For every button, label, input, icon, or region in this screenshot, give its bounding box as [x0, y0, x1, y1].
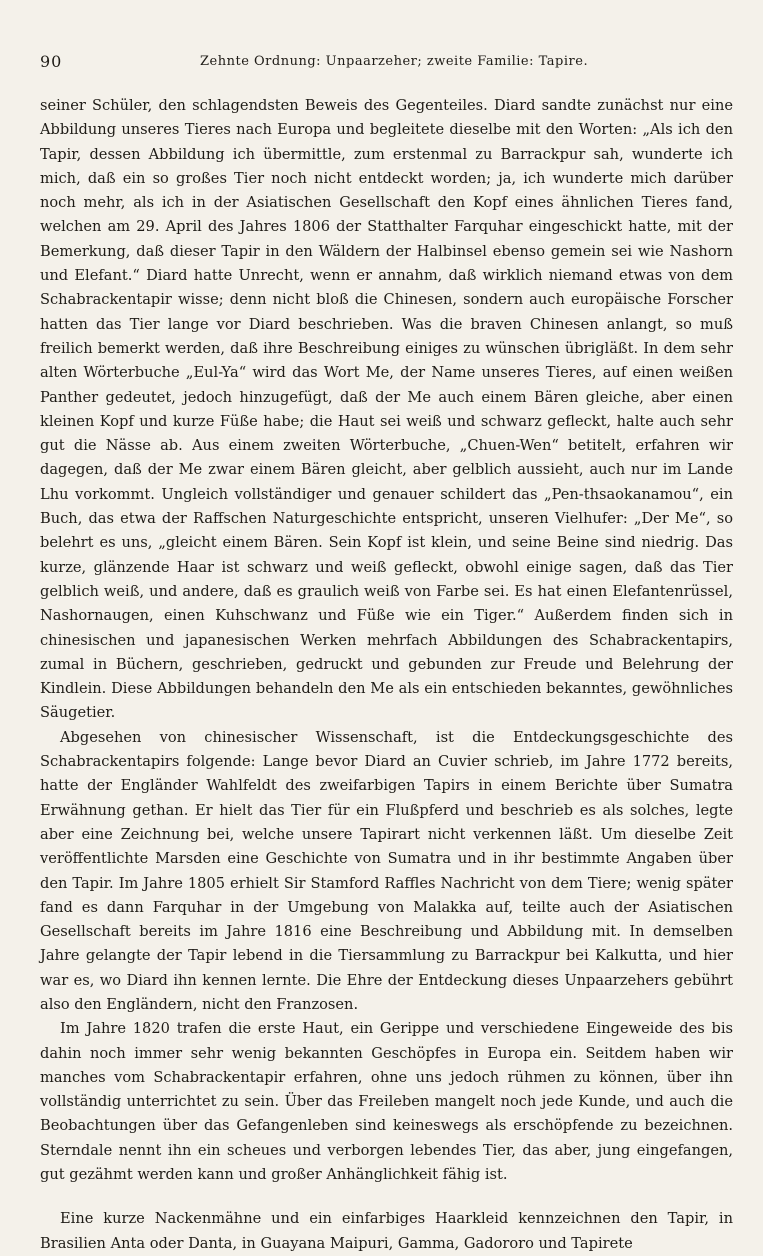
paragraph: Eine kurze Nackenmähne und ein einfarbiges Haarkleid kennzeichnen den Tapir, in Brasilien Anta oder Danta, in Guayana Maipuri, Gamma, Gadororo und Tapirete [40, 1210, 733, 1252]
section-gap [40, 1187, 733, 1207]
paragraph: Im Jahre 1820 trafen die erste Haut, ein Gerippe und verschiedene Eingeweide des bis dahin noch immer sehr wenig bekannten Geschöpfes in Europa ein. Seitdem haben wir manches vom Schabrackentapir erfahren, ohne uns jedoch rühmen zu können, über ihn vollständig unterrichtet zu sein. Über das Freileben mangelt noch jede Kunde, und auch die Beobachtungen über das Gefangenleben sind keineswegs als erschöpfende zu bezeichnen. Sterndale nennt ihn ein scheues und verborgen lebendes Tier, das aber, jung eingefangen, gut gezähmt werden kann und großer Anhänglichkeit fähig ist. [40, 1020, 733, 1184]
page-number: 90 [40, 52, 63, 71]
page-header [40, 44, 733, 72]
paragraph: seiner Schüler, den schlagendsten Beweis des Gegenteiles. Diard sandte zunächst nur eine Abbildung unseres Tieres nach Europa und begleitete dieselbe mit den Worten: „Als ich den Tapir, dessen Abbildung ich übermittle, zum erstenmal zu Barrackpur sah, wunderte ich mich, daß ein so großes Tier noch nicht entdeckt worden; ja, ich wunderte mich darüber noch mehr, als ich in der Asiatischen Gesellschaft den Kopf eines ähnlichen Tieres fand, welchen am 29. April des Jahres 1806 der Statthalter Farquhar eingeschickt hatte, mit der Bemerkung, daß dieser Tapir in den Wäldern der Halbinsel ebenso gemein sei wie Nashorn und Elefant.“ Diard hatte Unrecht, wenn er annahm, daß wirklich niemand etwas von dem Schabrackentapir wisse; denn nicht bloß die Chinesen, sondern auch europäische Forscher hatten das Tier lange vor Diard beschrieben. Was die braven Chinesen anlangt, so muß freilich bemerkt werden, daß ihre Beschreibung einiges zu wünschen übrigläßt. In dem sehr alten Wörterbuche „Eul-Ya“ wird das Wort Me, der Name unseres Tieres, auf einen weißen Panther gedeutet, jedoch hinzugefügt, daß der Me auch einem Bären gleiche, aber einen kleinen Kopf und kurze Füße habe; die Haut sei weiß und schwarz gefleckt, halte auch sehr gut die Nässe ab. Aus einem zweiten Wörterbuche, „Chuen-Wen“ betitelt, erfahren wir dagegen, daß der Me zwar einem Bären gleicht, aber gelblich aussieht, auch nur im Lande Lhu vorkommt. Ungleich vollständiger und genauer schildert das „Pen-thsaokanamou“, ein Buch, das etwa der Raffschen Naturgeschichte entspricht, unseren Vielhufer: „Der Me“, so belehrt es uns, „gleicht einem Bären. Sein Kopf ist klein, und seine Beine sind niedrig. Das kurze, glänzende Haar ist schwarz und weiß gefleckt, obwohl einige sagen, daß das Tier gelblich weiß, und andere, daß es graulich weiß von Farbe sei. Es hat einen Elefantenrüssel, Nashornaugen, einen Kuhschwanz und Füße wie ein Tiger.“ Außerdem finden sich in chinesischen und japanesischen Werken mehrfach Abbildungen des Schabrackentapirs, zumal in Büchern, geschrieben, gedruckt und gebunden zur Freude und Belehrung der Kindlein. Diese Abbildungen behandeln den Me als ein entschieden bekanntes, gewöhnliches Säugetier. [40, 97, 733, 722]
body-text [40, 94, 733, 1256]
paragraph: Abgesehen von chinesischer Wissenschaft, ist die Entdeckungsgeschichte des Schabrackentapirs folgende: Lange bevor Diard an Cuvier schrieb, im Jahre 1772 bereits, hatte der Engländer Wahlfeldt des zweifarbigen Tapirs in einem Berichte über Sumatra Erwähnung gethan. Er hielt das Tier für ein Flußpferd und beschrieb es als solches, legte aber eine Zeichnung bei, welche unsere Tapirart nicht verkennen läßt. Um dieselbe Zeit veröffentlichte Marsden eine Geschichte von Sumatra und in ihr bestimmte Angaben über den Tapir. Im Jahre 1805 erhielt Sir Stamford Raffles Nachricht von dem Tiere; wenig später fand es dann Farquhar in der Umgebung von Malakka auf, teilte auch der Asiatischen Gesellschaft bereits im Jahre 1816 eine Beschreibung und Abbildung mit. In demselben Jahre gelangte der Tapir lebend in die Tiersammlung zu Barrackpur bei Kalkutta, und hier war es, wo Diard ihn kennen lernte. Die Ehre der Entdeckung dieses Unpaarzehers gebührt also den Engländern, nicht den Franzosen. [40, 728, 733, 1013]
running-head: Zehnte Ordnung: Unpaarzeher; zweite Familie: Tapire. [200, 54, 589, 69]
